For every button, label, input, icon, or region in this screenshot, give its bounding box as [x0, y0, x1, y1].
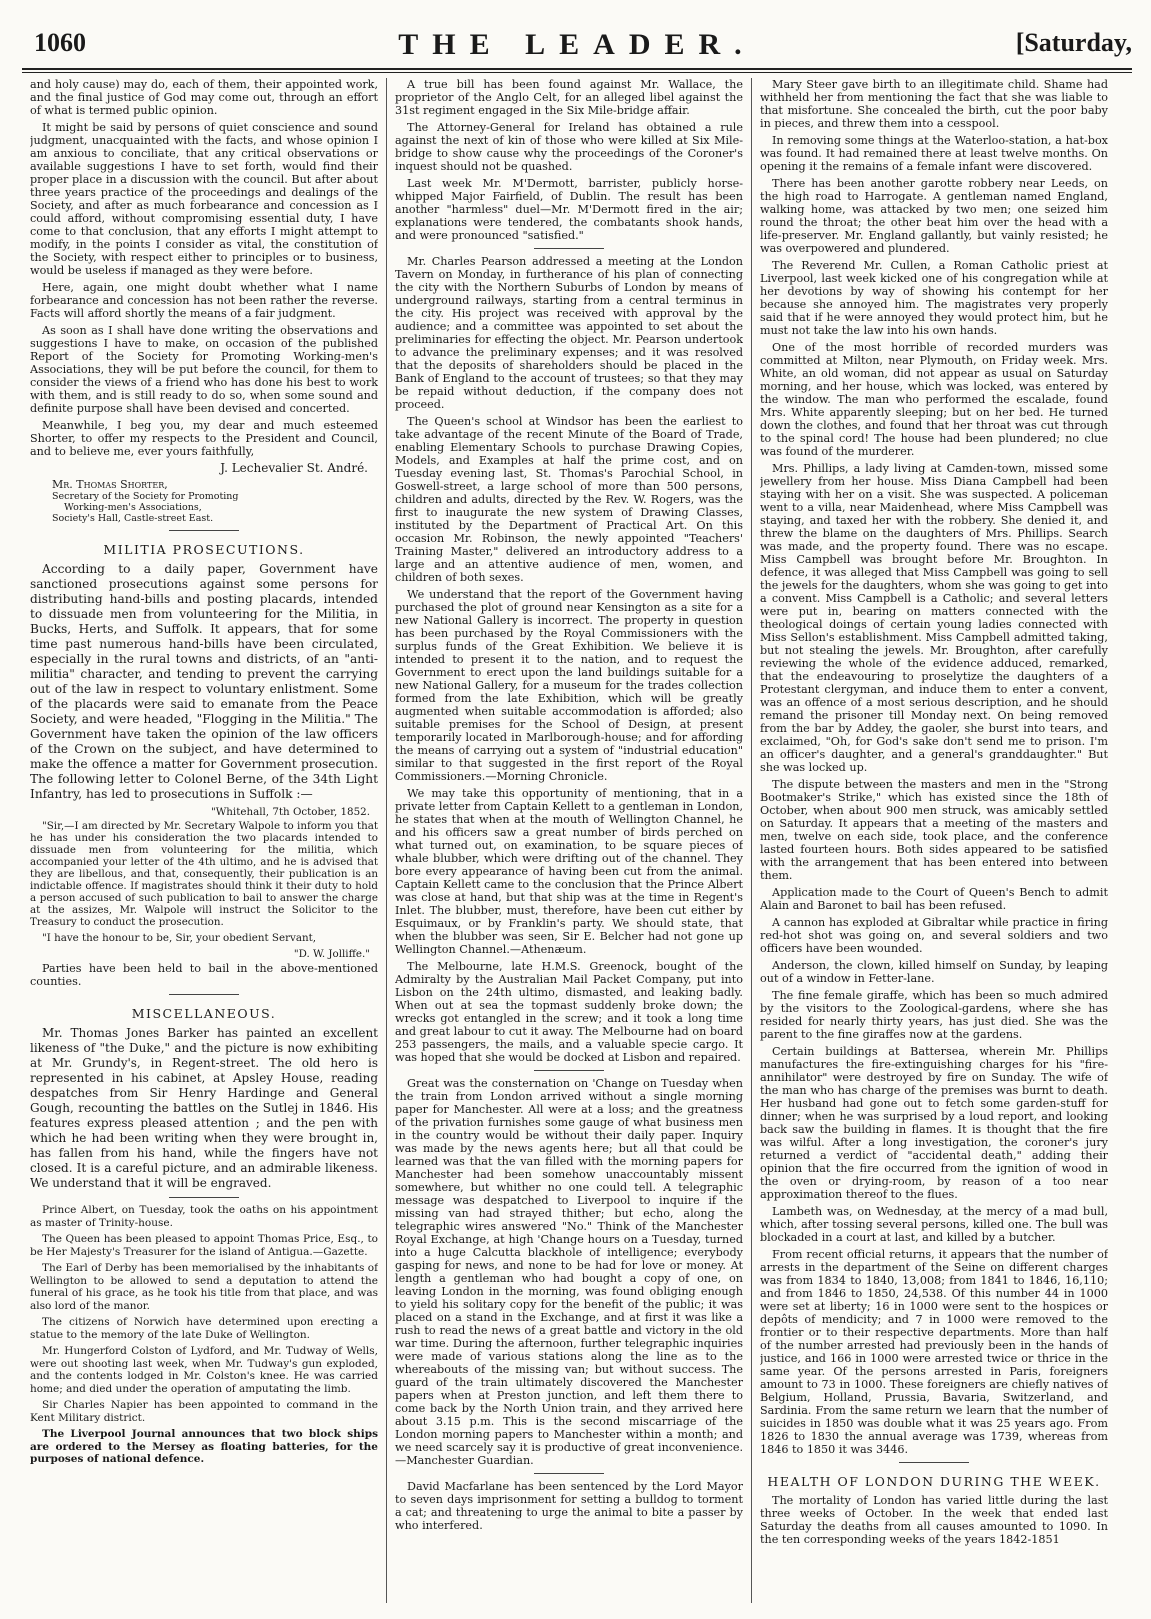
- masthead-rule-thin: [22, 72, 1132, 73]
- addressee-name: Mr. Thomas Shorter,: [52, 478, 168, 491]
- paragraph: The dispute between the masters and men in the "Strong Bootmaker's Strike," which has existed since the 18th of October, when about 900 men struck, was amicably settled on Saturday. It appears that a meeting of the masters and men, twelve on each side, took place, and the conference lasted fourteen hours. Both sides appeared to be satisfied with the arrangement that has been entered into between them.: [760, 778, 1108, 882]
- paragraph: Mr. Hungerford Colston of Lydford, and Mr. Tudway of Wells, were out shooting last week, when Mr. Tudway's gun exploded, and the contents lodged in Mr. Colston's knee. He was carried home; and died under the operation of amputating the limb.: [30, 1345, 378, 1395]
- paragraph: It might be said by persons of quiet conscience and sound judgment, unacquainted with the facts, and whose opinion I am anxious to conciliate, that any critical observations or available suggestions I have to set forth, would find their proper place in a discussion with the council. But after about three years practice of the proceedings and dealings of the Society, and after as much forbearance and concession as I could afford, without compromising essential duty, I have come to that conclusion, that any efforts I might attempt to modify, in the points I consider as vital, the constitution of the Society, with respect either to principles or to business, would be useless if managed as they were before.: [30, 121, 378, 277]
- column-1: [30, 78, 378, 1608]
- section-separator: [169, 530, 239, 531]
- letter-date: "Whitehall, 7th October, 1852.: [210, 806, 370, 818]
- section-heading: MISCELLANEOUS.: [131, 1006, 277, 1021]
- column-divider: [386, 78, 387, 1603]
- paragraph: Mr. Thomas Jones Barker has painted an excellent likeness of "the Duke," and the picture is now exhibiting at Mr. Grundy's, in Regent-street. The old hero is represented in his cabinet, at Apsley House, reading despatches from Sir Henry Hardinge and General Gough, recounting the battles on the Sutlej in 1846. His features express pleased attention ; and the pen with which he had been writing when they were brought in, has fallen from his hand, while the fingers have not closed. It is a careful picture, and an admirable likeness. We understand that it will be engraved.: [30, 1026, 378, 1190]
- paragraph: The citizens of Norwich have determined upon erecting a statue to the memory of the late Duke of Wellington.: [30, 1316, 378, 1341]
- section-heading: MILITIA PROSECUTIONS.: [103, 542, 305, 557]
- section-separator: [534, 248, 604, 249]
- newspaper-title: THE LEADER.: [398, 28, 756, 61]
- column-divider: [751, 78, 752, 1603]
- paragraph: David Macfarlane has been sentenced by the Lord Mayor to seven days imprisonment for setting a bulldog to torment a cat; and threatening to urge the animal to bite a passer by who interfered.: [395, 1480, 743, 1532]
- paragraph: Meanwhile, I beg you, my dear and much esteemed Shorter, to offer my respects to the President and Council, and to believe me, ever yours faithfully,: [30, 419, 378, 458]
- paragraph: Lambeth was, on Wednesday, at the mercy of a mad bull, which, after tossing several persons, killed one. The bull was blockaded in a court at last, and killed by a butcher.: [760, 1205, 1108, 1244]
- paragraph: Sir Charles Napier has been appointed to command in the Kent Military district.: [30, 1399, 378, 1424]
- address-line: Working-men's Associations,: [64, 502, 202, 513]
- paragraph: Mr. Charles Pearson addressed a meeting at the London Tavern on Monday, in furtherance of his plan of connecting the city with the Northern Suburbs of London by means of underground railways, starting from a central terminus in the city. His project was received with approval by the audience; and a committee was appointed to set about the preliminaries for effecting the object. Mr. Pearson undertook to advance the preliminary expenses; and it was resolved that the deposits of shareholders should be placed in the Bank of England to the account of trustees; so that they may be repaid without deduction, if the company does not proceed.: [395, 255, 743, 411]
- paragraph: Mrs. Phillips, a lady living at Camden-town, missed some jewellery from her house. Miss Diana Campbell had been staying with her on a visit. She was suspected. A policeman went to a villa, near Maidenhead, where Miss Campbell was staying, and taxed her with the robbery. She denied it, and threw the blame on the daughters of Mrs. Phillips. Search was made, and the property found. There was no escape. Miss Campbell was brought before Mr. Broughton. In defence, it was alleged that Miss Campbell was going to sell the jewels for the daughters, whom she was going to get into a convent. Miss Campbell is a Catholic; and several letters were put in, bearing on matters connected with the theological doings of certain young ladies connected with Miss Sellon's establishment. Miss Campbell admitted taking, but not stealing the jewels. Mr. Broughton, after carefully reviewing the whole of the evidence adduced, remarked, that the endeavouring to proselytize the daughters of a Protestant clergyman, and induce them to enter a convent, was an offence of a most serious description, and he should remand the prisoner till Monday next. On being removed from the bar by Addey, the gaoler, she burst into tears, and exclaimed, "Oh, for God's sake don't send me to prison. I'm an officer's daughter, and a general's granddaughter." But she was locked up.: [760, 462, 1108, 774]
- section-separator: [169, 1197, 239, 1198]
- paragraph: From recent official returns, it appears that the number of arrests in the department of the Seine on different charges was from 1834 to 1840, 13,008; from 1841 to 1846, 16,110; and from 1846 to 1850, 24,538. Of this number 44 in 1000 were set at liberty; 16 in 1000 were sent to the hospices or depôts of mendicity; and 7 in 1000 were removed to the frontier or to their respective departments. More than half of the number arrested had previously been in the hands of justice, and 166 in 1000 were arrested twice or thrice in the same year. Of the persons arrested in Paris, foreigners amount to 73 in 1000. These foreigners are chiefly natives of Belgium, Holland, Prussia, Bavaria, Switzerland, and Sardinia. From the same return we learn that the number of suicides in 1850 was double what it was 25 years ago. From 1826 to 1830 the annual average was 1739, whereas from 1846 to 1850 it was 3446.: [760, 1248, 1108, 1456]
- masthead-rule: [22, 68, 1132, 70]
- paragraph: The Queen has been pleased to appoint Thomas Price, Esq., to be Her Majesty's Treasurer for the island of Antigua.—Gazette.: [30, 1233, 378, 1258]
- paragraph: Prince Albert, on Tuesday, took the oaths on his appointment as master of Trinity-house.: [30, 1204, 378, 1229]
- column-3: [760, 78, 1108, 1608]
- paragraph: The Melbourne, late H.M.S. Greenock, bought of the Admiralty by the Australian Mail Packet Company, put into Lisbon on the 24th ultimo, dismasted, and leaking badly. When out at sea the topmast suddenly broke down; the wrecks got entangled in the screw; and it took a long time and great labour to cut it away. The Melbourne had on board 253 passengers, the mails, and a valuable specie cargo. It was hoped that she would be docked at Lisbon and repaired.: [395, 960, 743, 1064]
- section-separator: [534, 1070, 604, 1071]
- paragraph: The Attorney-General for Ireland has obtained a rule against the next of kin of those who were killed at Six Mile-bridge to show cause why the proceedings of the Coroner's inquest should not be quashed.: [395, 121, 743, 173]
- letter-signature: J. Lechevalier St. André.: [220, 461, 368, 475]
- section-heading: HEALTH OF LONDON DURING THE WEEK.: [767, 1474, 1101, 1489]
- page-number: 1060: [34, 28, 86, 57]
- letter-body: "Sir,—I am directed by Mr. Secretary Walpole to inform you that he has under his consideration the two placards intended to dissuade men from volunteering for the militia, which accompanied your letter of the 4th ultimo, and he is advised that they are libellous, and that, consequently, their publication is an indictable offence. If magistrates should think it their duty to hold a person accused of such publication to bail to answer the charge at the assizes, Mr. Walpole will instruct the Solicitor to the Treasury to conduct the prosecution.: [30, 820, 378, 928]
- address-line: Secretary of the Society for Promoting: [52, 491, 239, 502]
- masthead: [22, 28, 1132, 68]
- paragraph: Last week Mr. M'Dermott, barrister, publicly horse-whipped Major Fairfield, of Dublin. The result has been another "harmless" duel—Mr. M'Dermott fired in the air; explanations were tendered, the combatants shook hands, and were pronounced "satisfied.": [395, 177, 743, 242]
- section-separator: [534, 1473, 604, 1474]
- paragraph: One of the most horrible of recorded murders was committed at Milton, near Plymouth, on Friday week. Mrs. White, an old woman, did not appear as usual on Saturday morning, and her house, which was locked, was entered by the window. The man who performed the escalade, found Mrs. White apparently sleeping; but on her bed. He turned down the clothes, and found that her throat was cut through to the spinal cord! The house had been plundered; no clue was found of the murderer.: [760, 341, 1108, 458]
- paragraph: and holy cause) may do, each of them, their appointed work, and the final justice of God may come out, through an effort of what is termed public opinion.: [30, 78, 378, 117]
- paragraph: Application made to the Court of Queen's Bench to admit Alain and Baronet to bail has been refused.: [760, 886, 1108, 912]
- paragraph: In removing some things at the Waterloo-station, a hat-box was found. It had remained there at least twelve months. On opening it the remains of a female infant were discovered.: [760, 134, 1108, 173]
- paragraph: The Earl of Derby has been memorialised by the inhabitants of Wellington to be allowed to send a deputation to attend the funeral of his grace, as he took his title from that place, and was also lord of the manor.: [30, 1262, 378, 1312]
- column-2: [395, 78, 743, 1608]
- letter-signature: "D. W. Jolliffe.": [293, 948, 370, 960]
- paragraph: Anderson, the clown, killed himself on Sunday, by leaping out of a window in Fetter-lane.: [760, 959, 1108, 985]
- paragraph: As soon as I shall have done writing the observations and suggestions I have to make, on occasion of the published Report of the Society for Promoting Working-men's Associations, they will be put before the council, for them to consider the views of a friend who has done his best to work with them, and is still ready to do so, when some sound and definite purpose shall have been devised and concerted.: [30, 324, 378, 415]
- paragraph: The mortality of London has varied little during the last three weeks of October. In the week that ended last Saturday the deaths from all causes amounted to 1090. In the ten corresponding weeks of the years 1842-1851: [760, 1494, 1108, 1546]
- letter-address: [52, 479, 378, 524]
- paragraph: The Liverpool Journal announces that two block ships are ordered to the Mersey as floating batteries, for the purposes of national defence.: [30, 1428, 378, 1465]
- section-separator: [899, 1462, 969, 1463]
- letter-close: "I have the honour to be, Sir, your obedient Servant,: [42, 932, 316, 944]
- paragraph: Parties have been held to bail in the above-mentioned counties.: [30, 962, 378, 988]
- paragraph: We understand that the report of the Government having purchased the plot of ground near Kensington as a site for a new National Gallery is incorrect. The property in question has been purchased by the Royal Commissioners with the surplus funds of the Great Exhibition. We believe it is intended to present it to the nation, and to request the Government to erect upon the land buildings suitable for a new National Gallery, for a museum for the trades collection formed from the late Exhibition, which will be greatly augmented when suitable accommodation is afforded; also suitable premises for the School of Design, at present temporarily located in Marlborough-house; and for affording the means of carrying out a system of "industrial education" similar to that suggested in the first report of the Royal Commissioners.—Morning Chronicle.: [395, 588, 743, 783]
- address-line: Society's Hall, Castle-street East.: [52, 513, 214, 524]
- paragraph: A true bill has been found against Mr. Wallace, the proprietor of the Anglo Celt, for an alleged libel against the 31st regiment engaged in the Six Mile-bridge affair.: [395, 78, 743, 117]
- paragraph: Certain buildings at Battersea, wherein Mr. Phillips manufactures the fire-extinguishing charges for his "fire-annihilator" were destroyed by fire on Sunday. The wife of the man who has charge of the premises was burnt to death. Her husband had gone out to fetch some garden-stuff for dinner; when he was surprised by a loud report, and looking back saw the building in flames. It is thought that the fire was wilful. After a long investigation, the coroner's jury returned a verdict of "accidental death," adding their opinion that the fire occurred from the ignition of wood in the oven or drying-room, by reason of a too near approximation thereof to the flues.: [760, 1045, 1108, 1201]
- paragraph: The fine female giraffe, which has been so much admired by the visitors to the Zoological-gardens, where she has resided for nearly thirty years, has just died. She was the parent to the fine giraffes now at the gardens.: [760, 989, 1108, 1041]
- paragraph: Great was the consternation on 'Change on Tuesday when the train from London arrived without a single morning paper for Manchester. All were at a loss; and the greatness of the privation furnishes some gauge of what business men in the country would be without their daily paper. Inquiry was made by the news agents here; but all that could be learned was that the van filled with the morning papers for Manchester had been somehow unaccountably missent somewhere, but whither no one could tell. A telegraphic message was despatched to Liverpool to inquire if the missing van had strayed thither; but echo, along the telegraphic wires answered "No." Think of the Manchester Royal Exchange, at high 'Change hours on a Tuesday, turned into a huge Calcutta blackhole of intelligence; everybody gasping for news, and none to be had for love or money. At length a gentleman who had bought a copy of one, on leaving London in the morning, was found obliging enough to yield his solitary copy for the benefit of the public; it was placed on a stand in the Exchange, and at first it was like a rush to read the news of a great battle and victory in the old war time. During the afternoon, further telegraphic inquiries were made of various stations along the line as to the whereabouts of the missing van; but without success. The guard of the train ultimately discovered the Manchester papers when at Preston junction, and left them there to come back by the North Union train, and they arrived here about 3.15 p.m. This is the second miscarriage of the London morning papers to Manchester within a month; and we need scarcely say it is productive of great inconvenience.—Manchester Guardian.: [395, 1077, 743, 1467]
- page-day: [Saturday,: [1015, 28, 1132, 57]
- paragraph: Here, again, one might doubt whether what I name forbearance and concession has not been rather the reverse. Facts will afford shortly the means of a fair judgment.: [30, 281, 378, 320]
- paragraph: There has been another garotte robbery near Leeds, on the high road to Harrogate. A gentleman named England, walking home, was attacked by two men; one seized him round the throat; the other beat him over the head with a life-preserver. Mr. England gallantly, but vainly resisted; he was overpowered and plundered.: [760, 177, 1108, 255]
- paragraph: According to a daily paper, Government have sanctioned prosecutions against some persons for distributing hand-bills and posting placards, intended to dissuade men from volunteering for the Militia, in Bucks, Herts, and Suffolk. It appears, that for some time past numerous hand-bills have been circulated, especially in the rural towns and districts, of an "anti-militia" character, and tending to prevent the carrying out of the law in respect to voluntary enlistment. Some of the placards were said to emanate from the Peace Society, and were headed, "Flogging in the Militia." The Government have taken the opinion of the law officers of the Crown on the subject, and have determined to make the offence a matter for Government prosecution. The following letter to Colonel Berne, of the 34th Light Infantry, has led to prosecutions in Suffolk :—: [30, 562, 378, 801]
- section-separator: [169, 994, 239, 995]
- paragraph: The Queen's school at Windsor has been the earliest to take advantage of the recent Minute of the Board of Trade, enabling Elementary Schools to purchase Drawing Copies, Models, and Examples at half the prime cost, and on Tuesday evening last, St. Thomas's Parochial School, in Goswell-street, a large school of more than 500 persons, children and adults, directed by the Rev. W. Rogers, was the first to inaugurate the new system of Drawing Classes, instituted by the Department of Practical Art. On this occasion Mr. Robinson, the newly appointed "Teachers' Training Master," delivered an introductory address to a large and an attentive audience of men, women, and children of both sexes.: [395, 415, 743, 584]
- paragraph: We may take this opportunity of mentioning, that in a private letter from Captain Kellett to a gentleman in London, he states that when at the mouth of Wellington Channel, he and his officers saw a great number of birds perched on what turned out, on examination, to be square pieces of whale blubber, which were drifting out of the channel. They bore every appearance of having been cut from the animal. Captain Kellett came to the conclusion that the Prince Albert was close at hand, but that ship was at the time in Regent's Inlet. The blubber, must, therefore, have been cut either by Esquimaux, or by Franklin's party. We should state, that when the blubber was seen, Sir E. Belcher had not gone up Wellington Channel.—Athenæum.: [395, 787, 743, 956]
- paragraph: The Reverend Mr. Cullen, a Roman Catholic priest at Liverpool, last week kicked one of his congregation while at her devotions by way of showing his contempt for her because she annoyed him. The magistrates very properly said that if he were annoyed they would protect him, but he must not take the law into his own hands.: [760, 259, 1108, 337]
- paragraph: Mary Steer gave birth to an illegitimate child. Shame had withheld her from mentioning the fact that she was liable to that misfortune. She concealed the birth, cut the poor baby in pieces, and threw them into a cesspool.: [760, 78, 1108, 130]
- paragraph: A cannon has exploded at Gibraltar while practice in firing red-hot shot was going on, and several soldiers and two officers have been wounded.: [760, 916, 1108, 955]
